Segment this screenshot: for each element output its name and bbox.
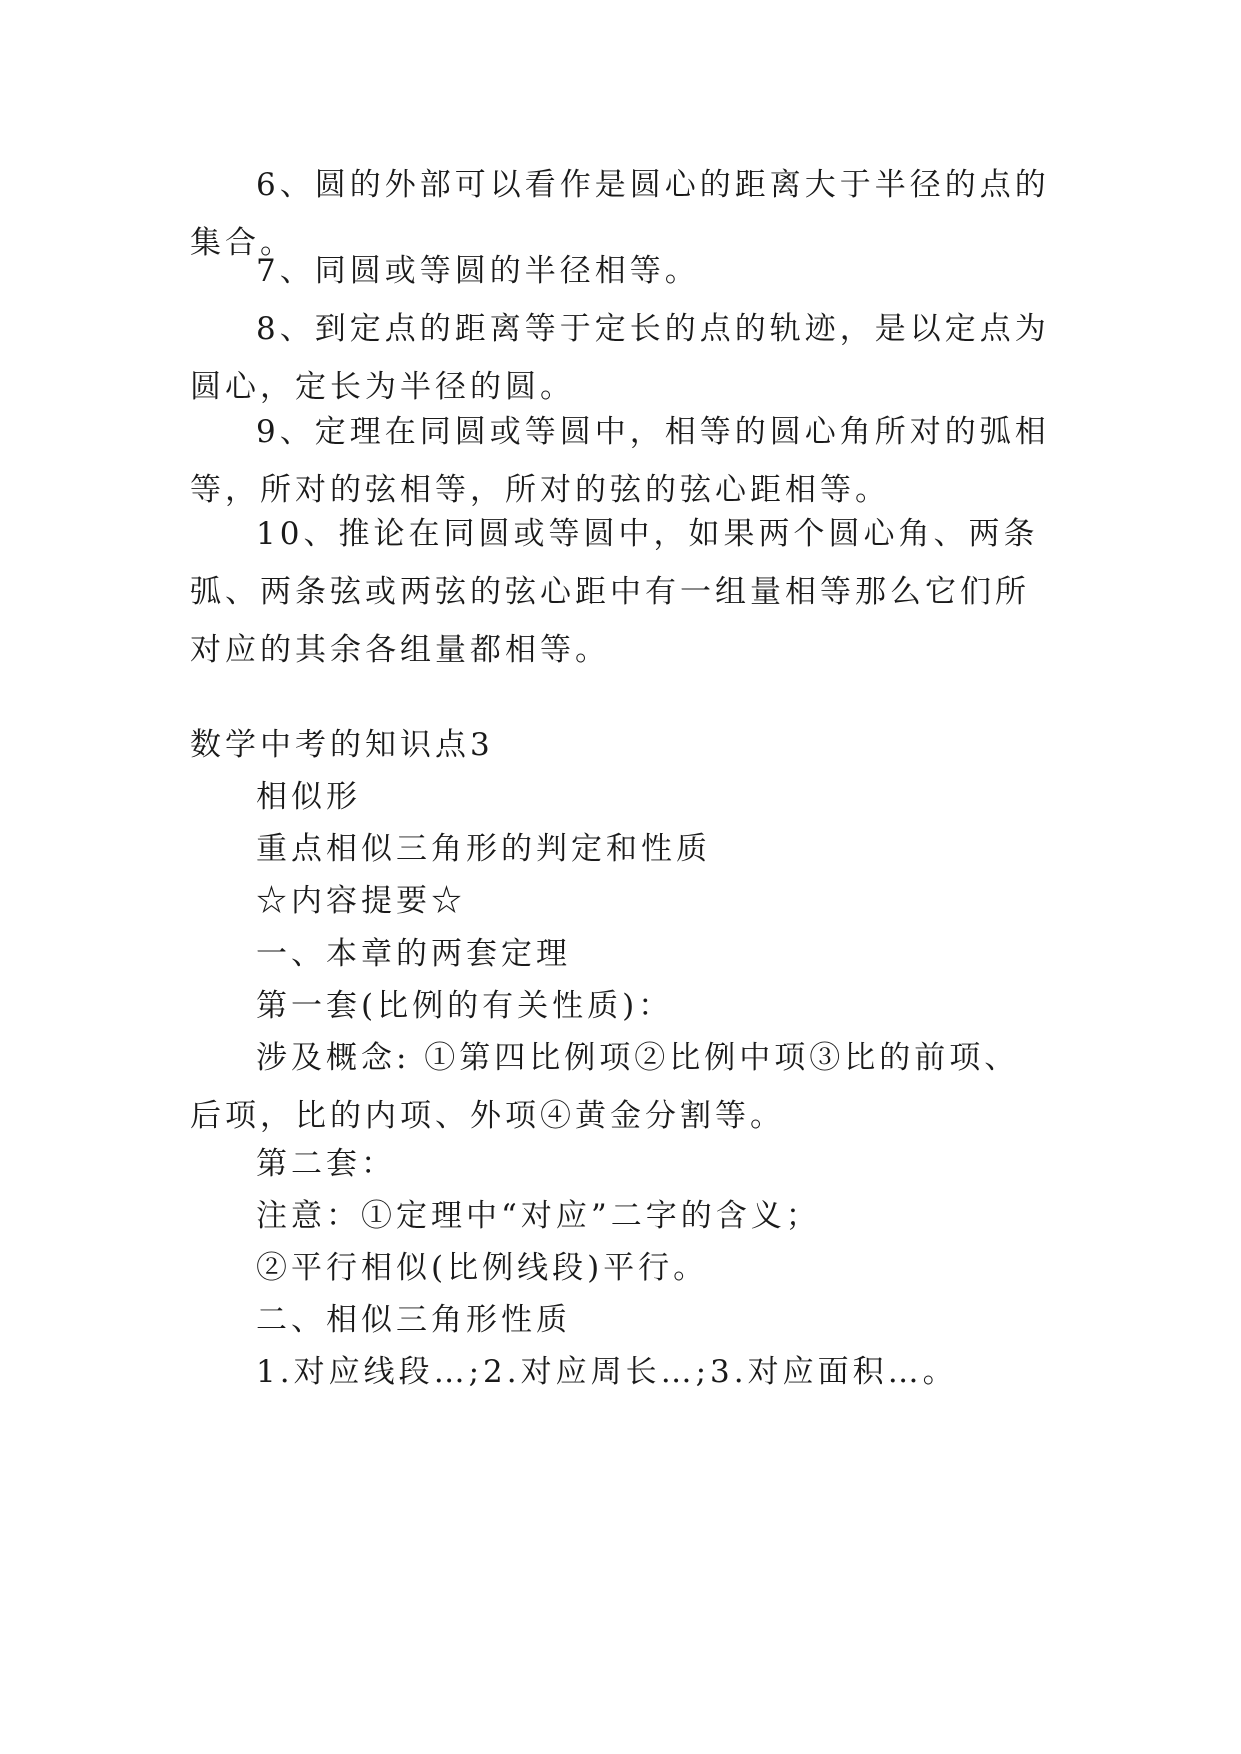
- line-first-set: 第一套(比例的有关性质)：: [256, 988, 674, 1024]
- line-summary-title: ☆内容提要☆: [256, 883, 466, 919]
- paragraph-item-9: 9、定理在同圆或等圆中，相等的圆心角所对的弧相等，所对的弦相等，所对的弦的弦心距相等。: [190, 414, 1050, 508]
- line-parallel: ②平行相似(比例线段)平行。: [256, 1250, 709, 1286]
- paragraph-item-10: 10、推论在同圆或等圆中，如果两个圆心角、两条弧、两条弦或两弦的弦心距中有一组量相等那么它们所对应的其余各组量都相等。: [190, 516, 1039, 668]
- line-properties-list: 1.对应线段…;2.对应周长…;3.对应面积…。: [256, 1354, 958, 1390]
- line-chapter-theorems: 一、本章的两套定理: [256, 936, 571, 972]
- paragraph-item-6: 6、圆的外部可以看作是圆心的距离大于半径的点的集合。: [190, 167, 1050, 261]
- line-note: 注意：①定理中“对应”二字的含义；: [256, 1198, 821, 1234]
- paragraph-item-8: 8、到定点的距离等于定长的点的轨迹，是以定点为圆心，定长为半径的圆。: [190, 311, 1050, 405]
- paragraph-item-7: 7、同圆或等圆的半径相等。: [256, 253, 700, 289]
- line-key-point: 重点相似三角形的判定和性质: [256, 831, 711, 867]
- line-topic: 相似形: [256, 779, 361, 815]
- line-concepts: 涉及概念: ①第四比例项②比例中项③比的前项、后项，比的内项、外项④黄金分割等。: [190, 1040, 1020, 1134]
- section-heading: 数学中考的知识点3: [190, 727, 494, 763]
- line-properties-title: 二、相似三角形性质: [256, 1302, 571, 1338]
- line-second-set: 第二套：: [256, 1146, 396, 1182]
